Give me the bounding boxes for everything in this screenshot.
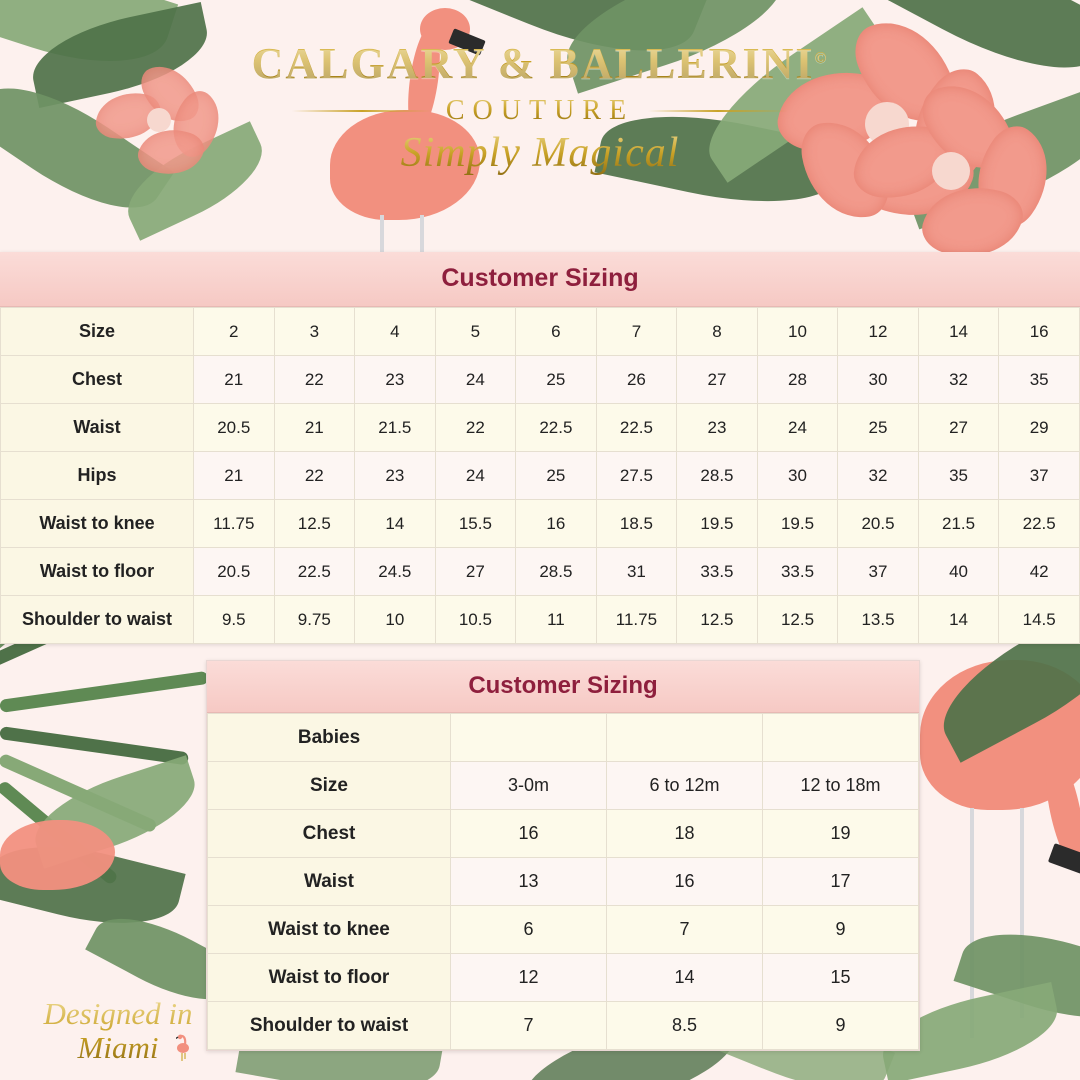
miami-line-1: Designed in bbox=[43, 995, 193, 1031]
cell: 10 bbox=[757, 308, 838, 356]
cell bbox=[451, 714, 607, 762]
brand-couture-row bbox=[0, 95, 1080, 127]
row-label: Size bbox=[1, 308, 194, 356]
customer-sizing-table-main bbox=[0, 252, 1080, 644]
row-label: Waist to floor bbox=[208, 954, 451, 1002]
cell: 23 bbox=[677, 404, 758, 452]
cell: 22 bbox=[274, 452, 355, 500]
cell bbox=[763, 714, 919, 762]
cell: 7 bbox=[596, 308, 677, 356]
cell: 15.5 bbox=[435, 500, 516, 548]
cell: 13.5 bbox=[838, 596, 919, 644]
cell: 12 bbox=[451, 954, 607, 1002]
cell: 6 to 12m bbox=[607, 762, 763, 810]
cell: 17 bbox=[763, 858, 919, 906]
brand-name-text: CALGARY & BALLERINI bbox=[251, 39, 815, 88]
cell: 14 bbox=[607, 954, 763, 1002]
cell: 9.5 bbox=[194, 596, 275, 644]
table-row bbox=[208, 810, 919, 858]
table-row bbox=[1, 404, 1080, 452]
cell: 5 bbox=[435, 308, 516, 356]
cell: 32 bbox=[838, 452, 919, 500]
cell: 11 bbox=[516, 596, 597, 644]
main-table-title: Customer Sizing bbox=[0, 252, 1080, 307]
table-row bbox=[1, 308, 1080, 356]
cell: 11.75 bbox=[194, 500, 275, 548]
row-label: Chest bbox=[208, 810, 451, 858]
brand-logo bbox=[0, 38, 1080, 177]
table-row bbox=[1, 596, 1080, 644]
cell: 19.5 bbox=[757, 500, 838, 548]
table-row bbox=[208, 762, 919, 810]
cell: 25 bbox=[516, 452, 597, 500]
cell: 15 bbox=[763, 954, 919, 1002]
cell: 12.5 bbox=[757, 596, 838, 644]
divider-right bbox=[648, 110, 788, 112]
cell: 16 bbox=[607, 858, 763, 906]
row-label: Chest bbox=[1, 356, 194, 404]
row-label: Waist to knee bbox=[1, 500, 194, 548]
cell: 20.5 bbox=[194, 404, 275, 452]
registered-mark: © bbox=[814, 49, 829, 67]
cell: 30 bbox=[757, 452, 838, 500]
cell: 14 bbox=[355, 500, 436, 548]
row-label: Waist to knee bbox=[208, 906, 451, 954]
cell: 12.5 bbox=[274, 500, 355, 548]
cell: 37 bbox=[999, 452, 1080, 500]
cell: 21 bbox=[274, 404, 355, 452]
main-sizing-grid bbox=[0, 307, 1080, 644]
cell: 32 bbox=[918, 356, 999, 404]
cell: 21.5 bbox=[918, 500, 999, 548]
cell: 24 bbox=[757, 404, 838, 452]
table-row bbox=[1, 500, 1080, 548]
cell: 12 to 18m bbox=[763, 762, 919, 810]
cell: 18 bbox=[607, 810, 763, 858]
cell: 9.75 bbox=[274, 596, 355, 644]
cell: 22 bbox=[435, 404, 516, 452]
cell: 33.5 bbox=[677, 548, 758, 596]
table-row bbox=[1, 452, 1080, 500]
cell: 25 bbox=[516, 356, 597, 404]
cell bbox=[607, 714, 763, 762]
babies-table-title: Customer Sizing bbox=[207, 661, 919, 713]
cell: 25 bbox=[838, 404, 919, 452]
cell: 28 bbox=[757, 356, 838, 404]
cell: 13 bbox=[451, 858, 607, 906]
cell: 7 bbox=[607, 906, 763, 954]
cell: 28.5 bbox=[516, 548, 597, 596]
cell: 4 bbox=[355, 308, 436, 356]
cell: 3 bbox=[274, 308, 355, 356]
cell: 19 bbox=[763, 810, 919, 858]
cell: 23 bbox=[355, 452, 436, 500]
cell: 20.5 bbox=[194, 548, 275, 596]
cell: 2 bbox=[194, 308, 275, 356]
cell: 27 bbox=[435, 548, 516, 596]
cell: 14.5 bbox=[999, 596, 1080, 644]
designed-in-miami-mark bbox=[18, 997, 218, 1066]
cell: 26 bbox=[596, 356, 677, 404]
row-label: Waist bbox=[1, 404, 194, 452]
brand-header bbox=[0, 0, 1080, 252]
flamingo-illustration bbox=[0, 790, 150, 930]
table-row bbox=[208, 1002, 919, 1050]
cell: 10 bbox=[355, 596, 436, 644]
cell: 21 bbox=[194, 452, 275, 500]
cell: 12.5 bbox=[677, 596, 758, 644]
cell: 11.75 bbox=[596, 596, 677, 644]
brand-tagline: Simply Magical bbox=[0, 129, 1080, 177]
row-label: Shoulder to waist bbox=[1, 596, 194, 644]
row-label: Shoulder to waist bbox=[208, 1002, 451, 1050]
table-row bbox=[1, 548, 1080, 596]
table-row bbox=[208, 906, 919, 954]
table-row bbox=[1, 356, 1080, 404]
cell: 14 bbox=[918, 596, 999, 644]
cell: 8.5 bbox=[607, 1002, 763, 1050]
cell: 8 bbox=[677, 308, 758, 356]
cell: 22.5 bbox=[516, 404, 597, 452]
row-label: Waist to floor bbox=[1, 548, 194, 596]
customer-sizing-table-babies bbox=[206, 660, 920, 1051]
cell: 20.5 bbox=[838, 500, 919, 548]
row-label: Waist bbox=[208, 858, 451, 906]
cell: 9 bbox=[763, 906, 919, 954]
row-label: Hips bbox=[1, 452, 194, 500]
brand-couture: COUTURE bbox=[445, 95, 635, 126]
cell: 6 bbox=[516, 308, 597, 356]
cell: 27 bbox=[918, 404, 999, 452]
cell: 10.5 bbox=[435, 596, 516, 644]
cell: 24 bbox=[435, 356, 516, 404]
brand-name bbox=[0, 38, 1080, 89]
cell: 16 bbox=[451, 810, 607, 858]
cell: 12 bbox=[838, 308, 919, 356]
row-label: Size bbox=[208, 762, 451, 810]
cell: 33.5 bbox=[757, 548, 838, 596]
cell: 9 bbox=[763, 1002, 919, 1050]
cell: 24.5 bbox=[355, 548, 436, 596]
cell: 31 bbox=[596, 548, 677, 596]
cell: 27.5 bbox=[596, 452, 677, 500]
cell: 22.5 bbox=[596, 404, 677, 452]
divider-left bbox=[292, 110, 432, 112]
miami-line-2: Miami bbox=[77, 1030, 159, 1066]
cell: 22.5 bbox=[274, 548, 355, 596]
cell: 14 bbox=[918, 308, 999, 356]
cell: 22 bbox=[274, 356, 355, 404]
cell: 21.5 bbox=[355, 404, 436, 452]
cell: 7 bbox=[451, 1002, 607, 1050]
cell: 35 bbox=[918, 452, 999, 500]
table-row bbox=[208, 858, 919, 906]
flamingo-icon bbox=[176, 1032, 192, 1062]
row-label: Babies bbox=[208, 714, 451, 762]
cell: 19.5 bbox=[677, 500, 758, 548]
cell: 27 bbox=[677, 356, 758, 404]
cell: 22.5 bbox=[999, 500, 1080, 548]
cell: 28.5 bbox=[677, 452, 758, 500]
cell: 24 bbox=[435, 452, 516, 500]
cell: 42 bbox=[999, 548, 1080, 596]
babies-sizing-grid bbox=[207, 713, 919, 1050]
table-row bbox=[208, 954, 919, 1002]
cell: 30 bbox=[838, 356, 919, 404]
cell: 40 bbox=[918, 548, 999, 596]
cell: 23 bbox=[355, 356, 436, 404]
cell: 16 bbox=[516, 500, 597, 548]
cell: 29 bbox=[999, 404, 1080, 452]
cell: 3-0m bbox=[451, 762, 607, 810]
cell: 35 bbox=[999, 356, 1080, 404]
cell: 6 bbox=[451, 906, 607, 954]
cell: 37 bbox=[838, 548, 919, 596]
cell: 18.5 bbox=[596, 500, 677, 548]
table-row bbox=[208, 714, 919, 762]
cell: 16 bbox=[999, 308, 1080, 356]
cell: 21 bbox=[194, 356, 275, 404]
